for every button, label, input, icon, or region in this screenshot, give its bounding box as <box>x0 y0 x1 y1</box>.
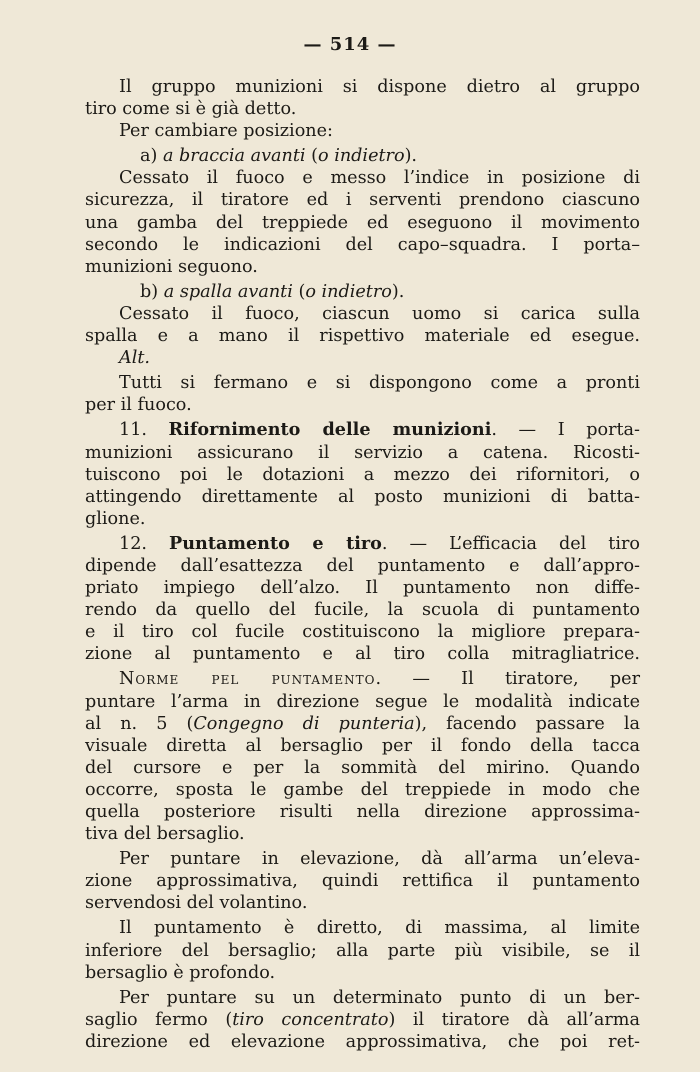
italic-text: a spalla avanti <box>163 281 293 302</box>
text-line <box>85 691 640 713</box>
text-line <box>85 870 640 892</box>
section-heading: Rifornimento delle munizioni <box>168 419 492 441</box>
text-line <box>85 256 640 278</box>
text-run: una gamba del treppiede ed eseguono il movimento <box>85 212 640 233</box>
text-line <box>85 394 640 416</box>
text-run: bersaglio è profondo. <box>85 962 276 983</box>
text-line <box>85 98 640 120</box>
text-line <box>85 940 640 962</box>
text-line <box>85 735 640 757</box>
text-run: ( <box>305 146 319 167</box>
text-line <box>85 347 640 369</box>
text-run: a) <box>140 146 163 167</box>
text-run: ). <box>391 281 405 302</box>
italic-text: o indietro <box>318 146 405 167</box>
text-run: glione. <box>85 508 146 529</box>
text-run: secondo le indicazioni del capo–squadra. I porta– <box>85 234 640 255</box>
text-run: del cursore e per la sommità del mirino. Quando <box>85 757 640 778</box>
text-line <box>85 372 640 394</box>
text-run: visuale diretta al bersaglio per il fondo della tacca <box>85 735 640 756</box>
text-line <box>85 303 640 325</box>
text-run: tiva del bersaglio. <box>85 824 245 845</box>
text-line <box>85 962 640 984</box>
text-line <box>85 892 640 914</box>
text-run: occorre, sposta le gambe del treppiede in modo che <box>85 779 640 800</box>
text-run: saglio fermo ( <box>85 1009 233 1030</box>
section-heading: Puntamento e tiro <box>169 532 382 554</box>
text-line <box>85 464 640 486</box>
text-run: spalla e a mano il rispettivo materiale ed esegue. <box>85 326 640 347</box>
text-run: munizioni assicurano il servizio a catena. Ricosti- <box>85 442 640 463</box>
text-run: inferiore del bersaglio; alla parte più visibile, se il <box>85 940 640 961</box>
text-line <box>85 577 640 599</box>
text-run: rendo da quello del fucile, la scuola di puntamento <box>85 600 640 621</box>
text-line <box>85 76 640 98</box>
text-line <box>85 533 640 555</box>
subheading: Norme pel puntamento <box>119 669 376 690</box>
text-line <box>85 848 640 870</box>
text-line <box>85 145 640 167</box>
text-run: tiro come si è già detto. <box>85 99 297 120</box>
italic-text: a braccia avanti <box>162 146 306 167</box>
text-run: . — I porta- <box>491 420 640 441</box>
text-run: Cessato il fuoco, ciascun uomo si carica sulla <box>119 303 640 324</box>
text-line <box>85 325 640 347</box>
text-run: servendosi del volantino. <box>85 893 308 914</box>
text-run: direzione ed elevazione approssimativa, che poi ret- <box>85 1031 640 1052</box>
text-run: Il gruppo munizioni si dispone dietro al gruppo <box>119 77 640 97</box>
text-line <box>85 120 640 142</box>
text-run: attingendo direttamente al posto munizioni di batta- <box>85 486 640 507</box>
italic-text: tiro concentrato <box>232 1009 389 1030</box>
text-run: zione approssimativa, quindi rettifica il puntamento <box>85 871 640 892</box>
text-run: dipende dall’esattezza del puntamento e dall’appro- <box>85 555 640 576</box>
text-line <box>85 212 640 234</box>
text-line <box>85 234 640 256</box>
body-text <box>85 76 640 1053</box>
text-run: quella posteriore risulti nella direzione approssima- <box>85 802 640 822</box>
text-run: priato impiego dell’alzo. Il puntamento non diffe- <box>85 578 640 599</box>
text-run: . — Il tiratore, per <box>375 669 640 690</box>
text-line <box>85 621 640 643</box>
text-run: tuiscono poi le dotazioni a mezzo dei rifornitori, o <box>85 464 640 485</box>
text-line <box>85 442 640 464</box>
text-line <box>85 555 640 577</box>
text-run: ). <box>404 146 418 167</box>
page-number: — 514 — <box>303 34 397 55</box>
text-run: ( <box>292 281 306 302</box>
text-line <box>85 779 640 801</box>
text-run: . — L’efficacia del tiro <box>381 533 641 554</box>
text-run: per il fuoco. <box>85 395 192 416</box>
text-line <box>85 713 640 735</box>
text-line <box>85 1009 640 1031</box>
text-run: ) il tiratore dà all’arma <box>388 1009 640 1030</box>
text-run: 12. <box>119 533 169 554</box>
text-line <box>85 508 640 530</box>
text-line <box>85 987 640 1009</box>
text-run: Per puntare su un determinato punto di un ber- <box>119 987 640 1008</box>
text-line <box>85 419 640 441</box>
text-line <box>85 1031 640 1053</box>
text-run: Il puntamento è diretto, di massima, al limite <box>119 918 640 939</box>
text-line <box>85 823 640 845</box>
text-line <box>85 668 640 690</box>
text-run: ), facendo passare la <box>414 713 640 734</box>
text-run: sicurezza, il tiratore ed i serventi prendono ciascuno <box>85 190 640 211</box>
text-run: b) <box>140 281 164 302</box>
italic-text: Alt. <box>119 348 150 369</box>
text-run: 11. <box>119 420 169 441</box>
text-run: Per puntare in elevazione, dà all’arma un’eleva- <box>119 849 640 870</box>
text-line <box>85 757 640 779</box>
text-run: Cessato il fuoco e messo l’indice in posizione di <box>119 168 640 189</box>
text-line <box>85 917 640 939</box>
text-line <box>85 801 640 823</box>
text-line <box>85 486 640 508</box>
text-run: puntare l’arma in direzione segue le modalità indicate <box>85 691 640 712</box>
text-run: al n. 5 ( <box>85 713 194 734</box>
text-run: Tutti si fermano e si dispongono come a pronti <box>119 373 640 394</box>
text-run: e il tiro col fucile costituiscono la migliore prepara- <box>85 622 640 643</box>
text-run: munizioni seguono. <box>85 256 258 277</box>
text-run: Per cambiare posizione: <box>119 121 333 142</box>
text-line <box>85 599 640 621</box>
italic-text: Congegno di punteria <box>193 713 415 734</box>
text-line <box>85 167 640 189</box>
italic-text: o indietro <box>305 281 392 302</box>
text-run: zione al puntamento e al tiro colla mitragliatrice. <box>85 644 640 665</box>
text-line <box>85 189 640 211</box>
text-line <box>85 281 640 303</box>
text-line <box>85 643 640 665</box>
